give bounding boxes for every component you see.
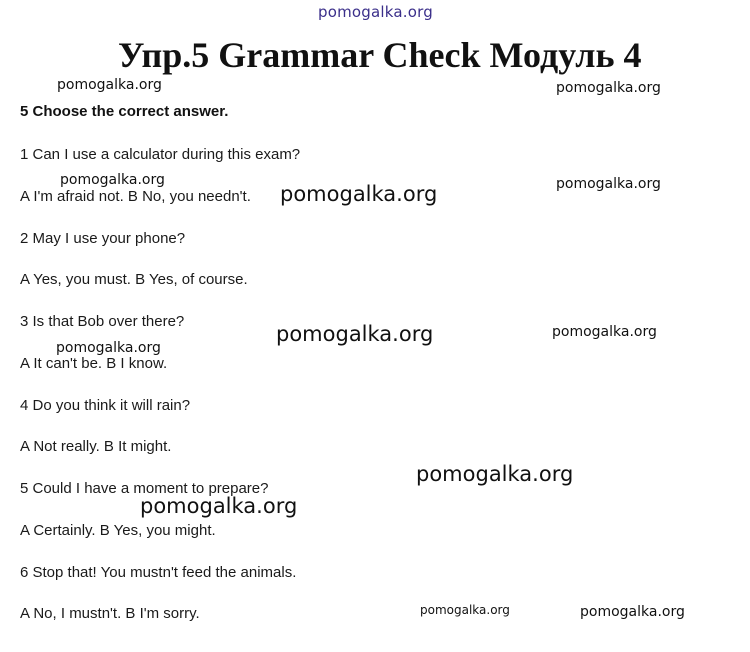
- watermark: pomogalka.org: [556, 80, 661, 96]
- answers-6: A No, I mustn't. B I'm sorry.: [20, 605, 200, 622]
- watermark: pomogalka.org: [56, 340, 161, 356]
- answers-1: A I'm afraid not. B No, you needn't.: [20, 188, 251, 205]
- watermark-top: pomogalka.org: [318, 3, 433, 21]
- answers-2: A Yes, you must. B Yes, of course.: [20, 271, 248, 288]
- question-4: 4 Do you think it will rain?: [20, 397, 191, 414]
- watermark: pomogalka.org: [60, 172, 165, 188]
- exercise-instruction: 5 Choose the correct answer.: [20, 103, 229, 120]
- watermark: pomogalka.org: [416, 462, 574, 486]
- watermark: pomogalka.org: [556, 176, 661, 192]
- watermark: pomogalka.org: [57, 77, 162, 93]
- watermark: pomogalka.org: [552, 324, 657, 340]
- answers-4: A Not really. B It might.: [20, 438, 172, 455]
- watermark: pomogalka.org: [280, 182, 438, 206]
- question-1: 1 Can I use a calculator during this exam?: [20, 146, 301, 163]
- watermark: pomogalka.org: [580, 604, 685, 620]
- question-6: 6 Stop that! You mustn't feed the animals.: [20, 564, 297, 581]
- answers-5: A Certainly. B Yes, you might.: [20, 522, 216, 539]
- question-5: 5 Could I have a moment to prepare?: [20, 480, 269, 497]
- question-3: 3 Is that Bob over there?: [20, 313, 185, 330]
- answers-3: A It can't be. B I know.: [20, 355, 168, 372]
- page-title: Упр.5 Grammar Check Модуль 4: [118, 35, 642, 75]
- watermark: pomogalka.org: [420, 603, 510, 617]
- watermark: pomogalka.org: [140, 494, 298, 518]
- watermark: pomogalka.org: [276, 322, 434, 346]
- question-2: 2 May I use your phone?: [20, 230, 186, 247]
